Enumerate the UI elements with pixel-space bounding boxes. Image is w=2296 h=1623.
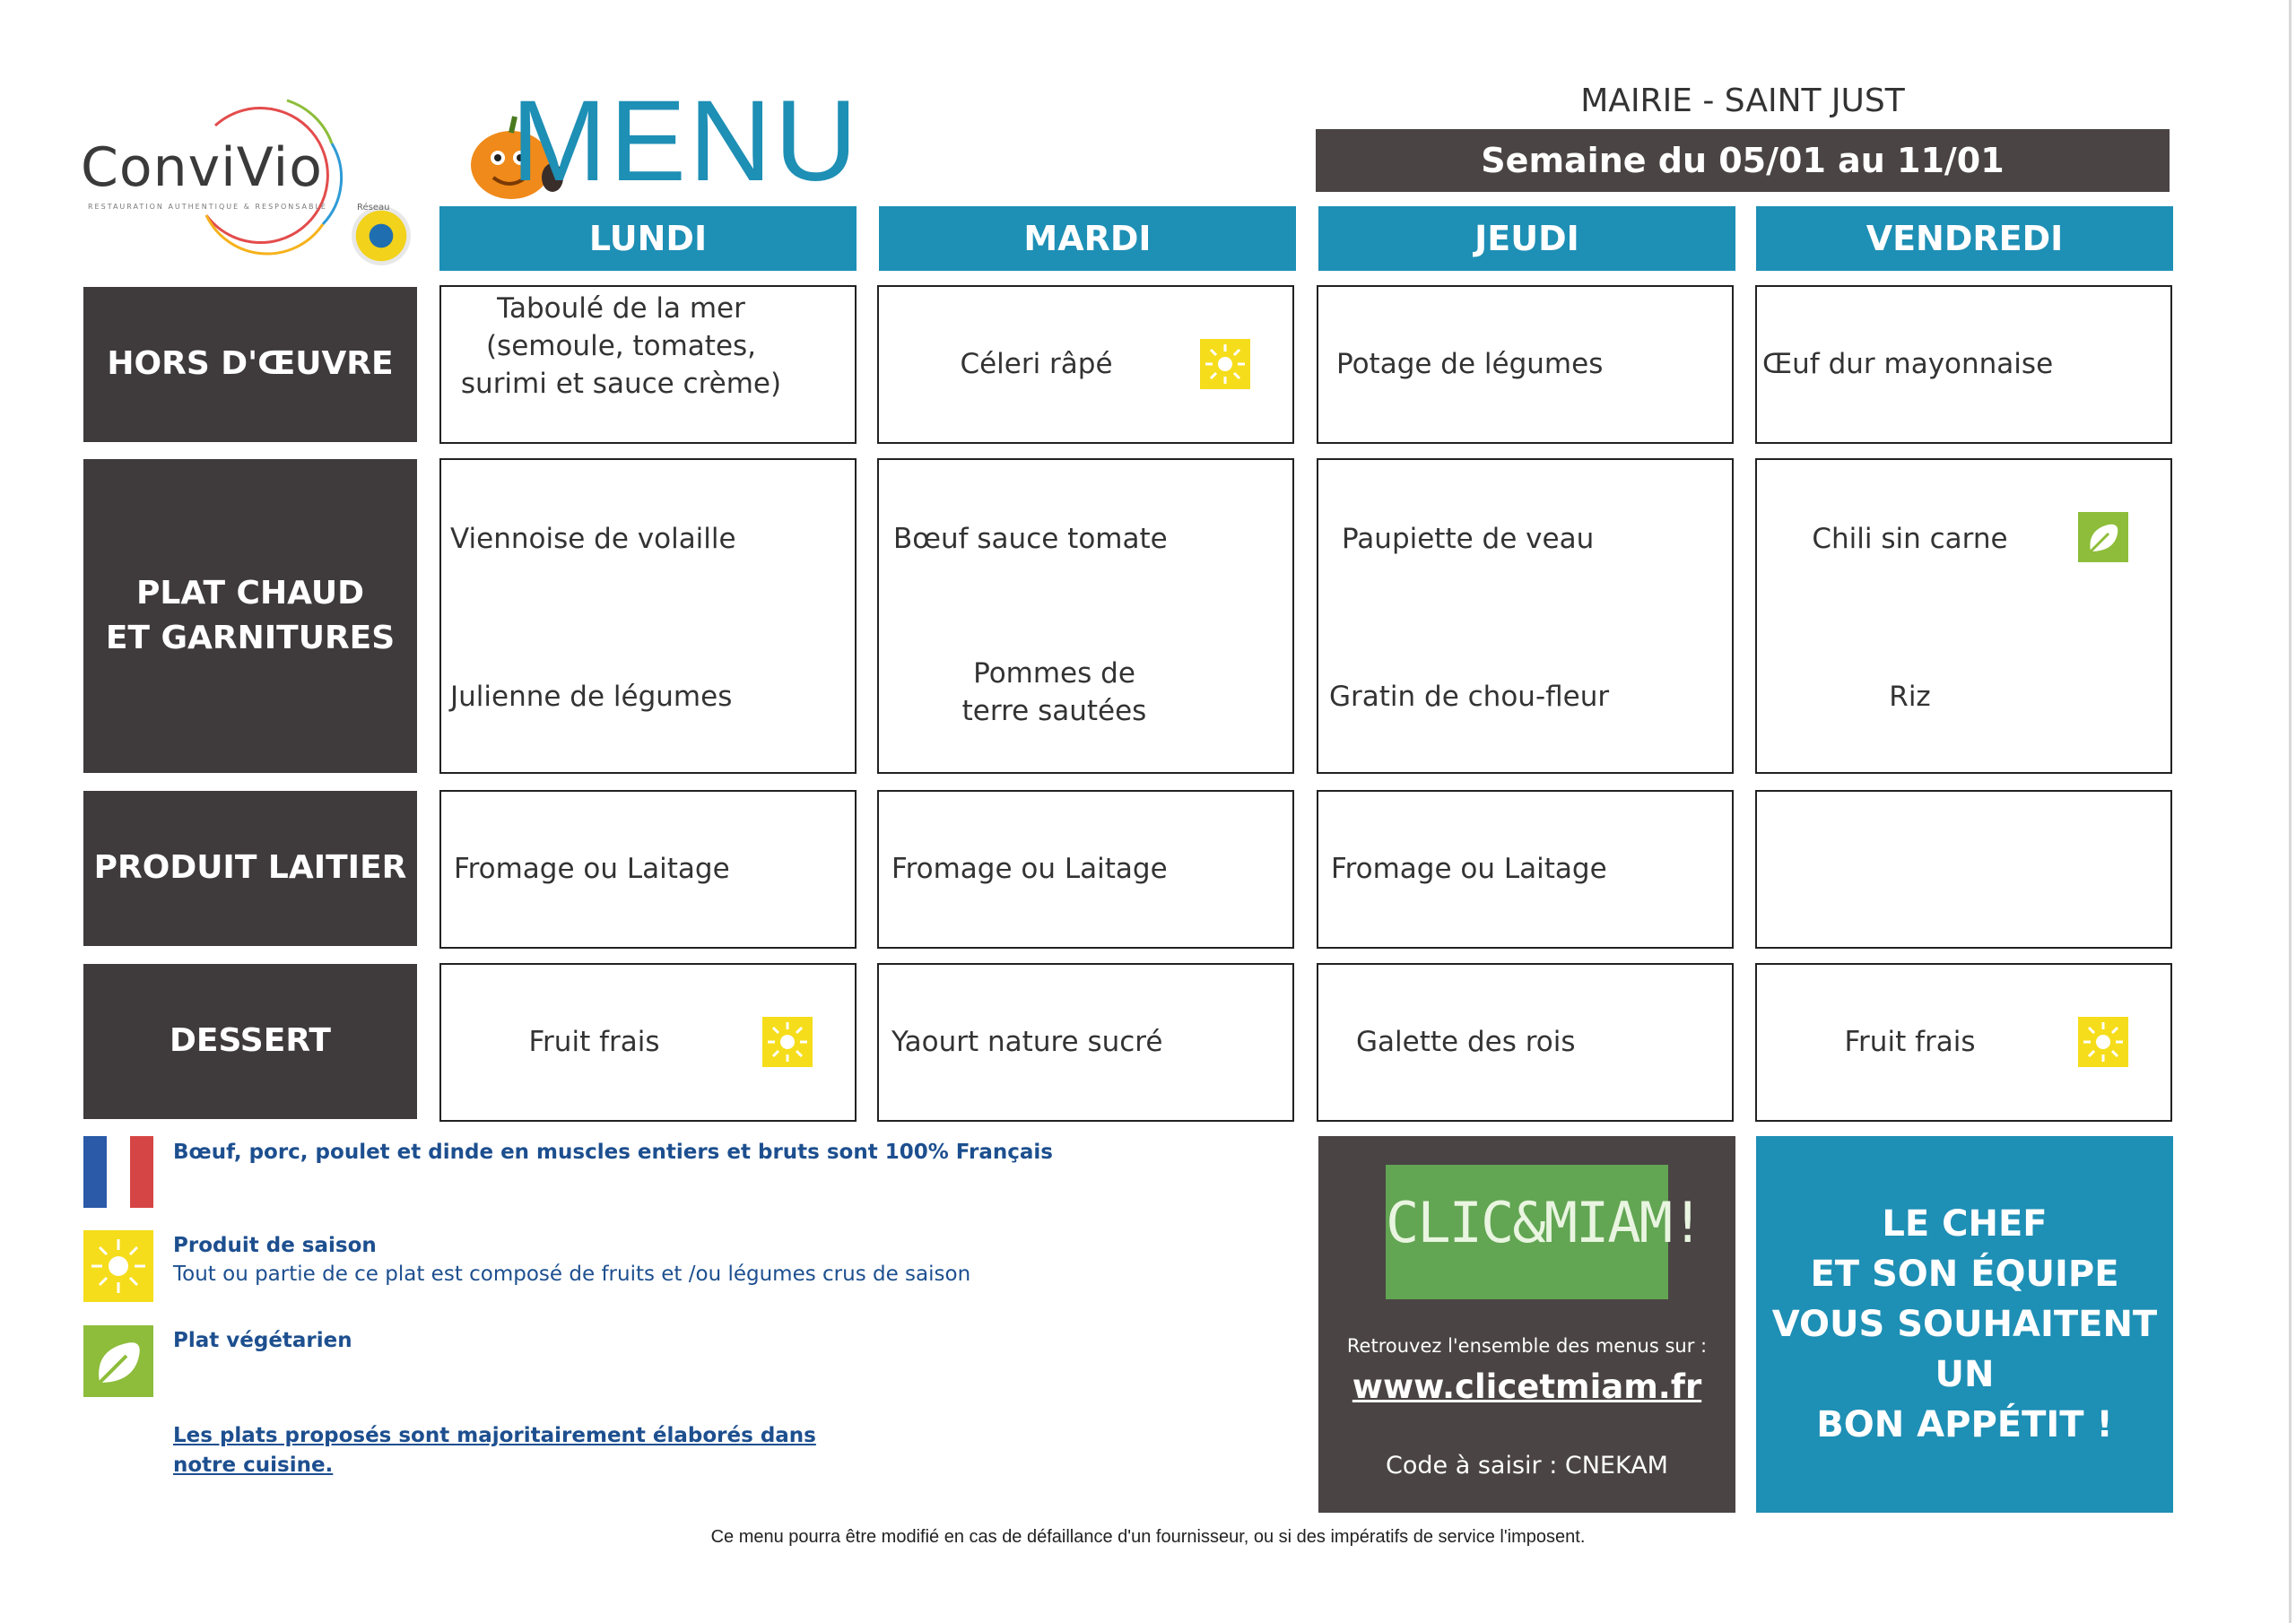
menu-cell-jeudi-laitier — [1317, 790, 1734, 949]
menu-cell-vendredi-dessert — [1755, 963, 2172, 1122]
row-label-line2: ET GARNITURES — [105, 620, 396, 656]
dish-text: Potage de légumes — [1336, 348, 1604, 380]
row-label: PRODUIT LAITIER — [93, 849, 407, 887]
day-header-mardi: MARDI — [879, 206, 1296, 271]
dish-main: Paupiette de veau — [1342, 523, 1595, 555]
row-label: DESSERT — [170, 1022, 331, 1060]
day-header-lundi: LUNDI — [439, 206, 857, 271]
clicmiam-logo — [1386, 1165, 1703, 1299]
row-label — [106, 571, 395, 662]
kitchen-note: Les plats proposés sont majoritairement élaborés dans notre cuisine. — [173, 1424, 816, 1478]
dish-text: Fromage ou Laitage — [891, 853, 1168, 885]
legend-season-desc: Tout ou partie de ce plat est composé de fruits et /ou légumes crus de saison — [173, 1263, 971, 1286]
dish-text: Œuf dur mayonnaise — [1762, 348, 2054, 380]
logo-wordmark: ConviVio — [81, 136, 323, 199]
badge-label: Réseau — [357, 203, 390, 213]
dish-side: Julienne de légumes — [450, 681, 733, 713]
menu-cell-jeudi-hors-doeuvre — [1317, 285, 1734, 444]
menu-cell-mardi-dessert — [877, 963, 1294, 1122]
chef-line3: VOUS SOUHAITENT UN — [1771, 1304, 2158, 1395]
convivio-logo — [81, 90, 350, 269]
clicmiam-intro: Retrouvez l'ensemble des menus sur : — [1346, 1335, 1708, 1357]
row-header-produit-laitier — [83, 791, 417, 946]
dish-side: Gratin de chou-fleur — [1329, 681, 1610, 713]
menu-cell-vendredi-laitier — [1755, 790, 2172, 949]
chef-message — [1756, 1199, 2173, 1450]
menu-title-text: MENU — [511, 77, 860, 205]
legend-sun-icon — [83, 1230, 153, 1302]
menu-cell-lundi-plat — [439, 458, 857, 774]
menu-cell-mardi-laitier — [877, 790, 1294, 949]
menu-cell-lundi-hors-doeuvre — [439, 285, 857, 444]
week-banner: Semaine du 05/01 au 11/01 — [1316, 129, 2170, 192]
menu-cell-lundi-laitier — [439, 790, 857, 949]
dish-main: Bœuf sauce tomate — [893, 523, 1168, 555]
legend-veg-title: Plat végétarien — [173, 1329, 352, 1352]
dish-text: Fruit frais — [528, 1026, 660, 1058]
menu-cell-lundi-dessert — [439, 963, 857, 1122]
dish-text: Taboulé de la mer (semoule, tomates, surimi et sauce crème) — [460, 292, 782, 400]
clicmiam-panel — [1318, 1136, 1735, 1513]
menu-cell-vendredi-hors-doeuvre — [1755, 285, 2172, 444]
site-name: MAIRIE - SAINT JUST — [1580, 82, 1905, 119]
day-header-vendredi: VENDREDI — [1756, 206, 2173, 271]
dish-text: Fromage ou Laitage — [1331, 853, 1607, 885]
dish-side: Pommes de terre sautées — [961, 657, 1147, 727]
legend-season-title: Produit de saison — [173, 1234, 377, 1257]
dish-side: Riz — [1889, 681, 1931, 713]
sun-icon — [1200, 339, 1250, 389]
row-label-line1: PLAT CHAUD — [136, 574, 364, 612]
menu-cell-jeudi-plat — [1317, 458, 1734, 774]
dish-text: Yaourt nature sucré — [891, 1026, 1163, 1058]
row-label: HORS D'ŒUVRE — [107, 345, 394, 383]
page-edge-divider — [2289, 0, 2292, 1623]
leaf-icon — [2078, 512, 2128, 562]
logo-tagline: RESTAURATION AUTHENTIQUE & RESPONSABLE — [88, 203, 327, 211]
french-flag-icon — [83, 1136, 153, 1208]
dish-text: Galette des rois — [1356, 1026, 1576, 1058]
clicmiam-logo-text: CLIC&MIAM! — [1386, 1190, 1703, 1255]
reseau-badge-icon — [352, 206, 411, 265]
dish-main: Viennoise de volaille — [450, 523, 736, 555]
footer-disclaimer: Ce menu pourra être modifié en cas de défaillance d'un fournisseur, ou si des impératifs de service l'imposent. — [710, 1527, 1586, 1547]
menu-cell-mardi-plat — [877, 458, 1294, 774]
dish-text: Fromage ou Laitage — [454, 853, 730, 885]
day-header-jeudi: JEUDI — [1318, 206, 1735, 271]
clicmiam-url-link[interactable]: www.clicetmiam.fr — [1352, 1367, 1702, 1406]
dish-text: Céleri râpé — [960, 348, 1113, 380]
sun-icon — [762, 1017, 813, 1067]
menu-cell-mardi-hors-doeuvre — [877, 285, 1294, 444]
chef-line2: ET SON ÉQUIPE — [1810, 1254, 2119, 1295]
dish-main: Chili sin carne — [1812, 523, 2008, 555]
chef-message-panel — [1756, 1136, 2173, 1513]
menu-cell-jeudi-dessert — [1317, 963, 1734, 1122]
legend-origin-text: Bœuf, porc, poulet et dinde en muscles entiers et bruts sont 100% Français — [173, 1141, 1053, 1164]
clicmiam-code: Code à saisir : CNEKAM — [1386, 1452, 1668, 1480]
chef-line4: BON APPÉTIT ! — [1816, 1404, 2113, 1445]
chef-line1: LE CHEF — [1882, 1203, 2048, 1245]
legend-leaf-icon — [83, 1325, 153, 1397]
row-header-dessert — [83, 964, 417, 1119]
row-header-plat-chaud — [83, 459, 417, 773]
menu-cell-vendredi-plat — [1755, 458, 2172, 774]
row-header-hors-doeuvre — [83, 287, 417, 442]
sun-icon — [2078, 1017, 2128, 1067]
dish-text: Fruit frais — [1844, 1026, 1976, 1058]
